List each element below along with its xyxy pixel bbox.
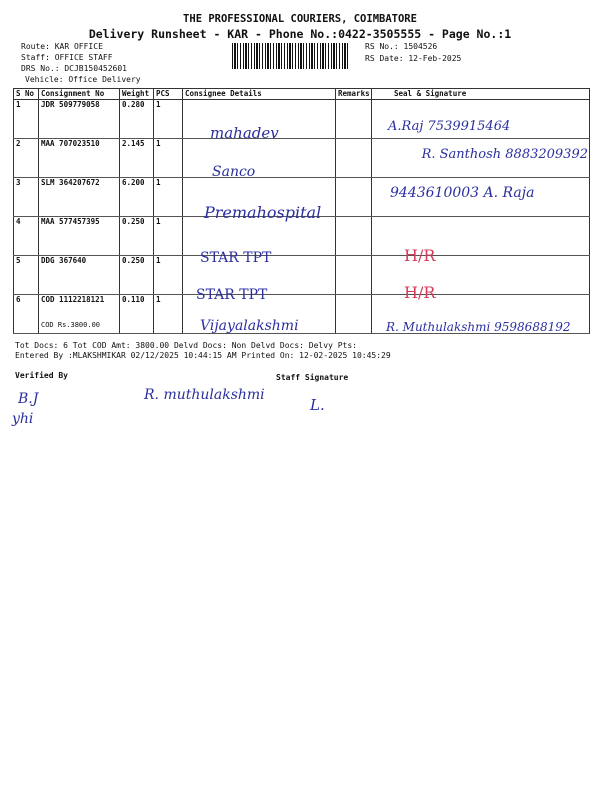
verified-by-label: Verified By (15, 371, 68, 380)
handwritten-consignee: Premahospital (204, 203, 322, 222)
handwritten-consignee: Vijayalakshmi (200, 318, 299, 334)
col-header: PCS (154, 89, 183, 100)
remarks-cell (336, 256, 372, 295)
weight-cell: 0.280 (120, 100, 154, 139)
col-header: Remarks (336, 89, 372, 100)
col-header: Weight (120, 89, 154, 100)
drs-text: DRS No.: DCJB150452601 (21, 64, 127, 73)
col-header: Consignment No (39, 89, 120, 100)
vehicle-text: Vehicle: Office Delivery (25, 75, 141, 84)
weight-cell: 6.200 (120, 178, 154, 217)
weight-cell: 2.145 (120, 139, 154, 178)
handwritten-signature: 9443610003 A. Raja (390, 185, 535, 201)
totals-line: Tot Docs: 6 Tot COD Amt: 3800.00 Delvd Docs: Non Delvd Docs: Delvy Pts: (15, 341, 357, 350)
consignment-number: COD 1112218121 (41, 295, 105, 304)
remarks-cell (336, 217, 372, 256)
staff-signature-label: Staff Signature (276, 373, 349, 382)
handwritten-consignee: Sanco (212, 164, 256, 180)
sno-cell: 1 (14, 100, 39, 139)
handwritten-staff-signature: L. (310, 396, 325, 414)
sno-cell: 5 (14, 256, 39, 295)
entered-printed-line: Entered By :MLAKSHMIKAR 02/12/2025 10:44:15 AM Printed On: 12-02-2025 10:45:29 (15, 351, 391, 360)
pcs-cell: 1 (154, 139, 183, 178)
sno-cell: 4 (14, 217, 39, 256)
rs-no-text: RS No.: 1504526 (365, 42, 438, 51)
handwritten-consignee: STAR TPT (196, 287, 268, 303)
consignment-cell: MAA 707023510 (39, 139, 120, 178)
col-header: Consignee Details (183, 89, 336, 100)
cod-amount-note: COD Rs.3800.00 (41, 321, 101, 329)
rs-date-text: RS Date: 12-Feb-2025 (365, 54, 462, 63)
handwritten-signature: R. Muthulakshmi 9598688192 (386, 320, 571, 334)
consignment-cell: JDR 509779058 (39, 100, 120, 139)
handwritten-consignee: STAR TPT (200, 250, 272, 266)
handwritten-signature: R. muthulakshmi (144, 387, 265, 403)
company-title: THE PROFESSIONAL COURIERS, COIMBATORE (183, 13, 417, 25)
consignment-cell (39, 295, 120, 334)
handwritten-remark: H/R (404, 246, 436, 265)
handwritten-remark: H/R (404, 283, 436, 302)
handwritten-consignee: mahadev (210, 124, 279, 142)
consignee-cell (183, 139, 336, 178)
remarks-cell (336, 139, 372, 178)
runsheet-title: Delivery Runsheet - KAR - Phone No.:0422-3505555 - Page No.:1 (88, 27, 512, 41)
col-header: S No (14, 89, 39, 100)
pcs-cell: 1 (154, 217, 183, 256)
pcs-cell: 1 (154, 178, 183, 217)
staff-text: Staff: OFFICE STAFF (21, 53, 113, 62)
table-row (14, 217, 590, 256)
sno-cell: 2 (14, 139, 39, 178)
weight-cell: 0.250 (120, 256, 154, 295)
handwritten-verifier: yhi (12, 411, 34, 427)
weight-cell: 0.110 (120, 295, 154, 334)
handwritten-signature: R. Santhosh 8883209392 (421, 147, 588, 162)
pcs-cell: 1 (154, 295, 183, 334)
remarks-cell (336, 178, 372, 217)
remarks-cell (336, 100, 372, 139)
route-text: Route: KAR OFFICE (21, 42, 103, 51)
consignment-cell: MAA 577457395 (39, 217, 120, 256)
table-header-row (14, 89, 590, 100)
sno-cell: 6 (14, 295, 39, 334)
pcs-cell: 1 (154, 100, 183, 139)
pcs-cell: 1 (154, 256, 183, 295)
barcode-image (232, 43, 350, 69)
handwritten-verifier: B.J (18, 391, 39, 407)
sno-cell: 3 (14, 178, 39, 217)
consignment-cell: SLM 364207672 (39, 178, 120, 217)
weight-cell: 0.250 (120, 217, 154, 256)
handwritten-signature: A.Raj 7539915464 (388, 119, 511, 134)
consignment-cell: DDG 367640 (39, 256, 120, 295)
remarks-cell (336, 295, 372, 334)
table-row (14, 256, 590, 295)
col-header: Seal & Signature (372, 89, 590, 100)
